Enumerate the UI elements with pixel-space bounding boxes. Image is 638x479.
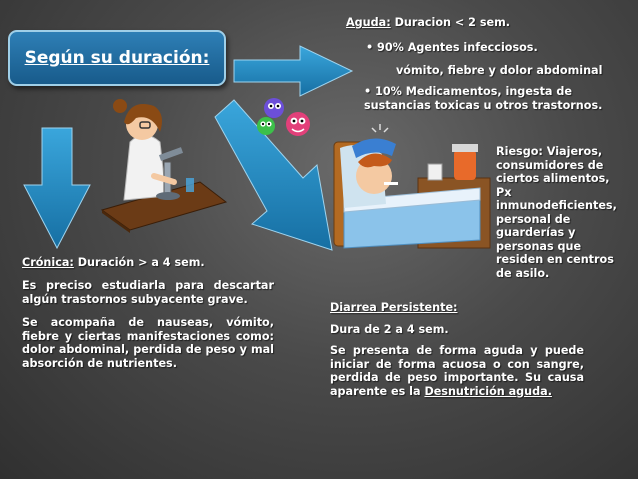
persistente-paragraph	[330, 344, 584, 398]
cronica-paragraph-2: Se acompaña de nauseas, vómito, fiebre y ciertas manifestaciones como: dolor abdominal, perdida de peso y mal absorción de nutrientes.	[22, 316, 274, 370]
aguda-duration: Duracion < 2 sem.	[390, 16, 510, 29]
microbes-illustration	[252, 96, 316, 142]
cronica-paragraph-1: Es preciso estudiarla para descartar algún trastornos subyacente grave.	[22, 279, 274, 306]
aguda-symptoms: vómito, fiebre y dolor abdominal	[396, 64, 603, 77]
microbe-icon	[264, 98, 284, 118]
desnutricion-link: Desnutrición aguda.	[424, 384, 552, 398]
persistente-duration: Dura de 2 a 4 sem.	[330, 323, 449, 336]
aguda-label: Aguda:	[346, 16, 391, 29]
risk-text: Riesgo: Viajeros, consumidores de ciertos alimentos, Px inmunodeficientes, personal de guarderías y personas que residen en centros de asilo.	[496, 145, 617, 280]
sick-patient-illustration	[330, 120, 496, 252]
scientist-illustration	[100, 92, 228, 232]
cronica-label: Crónica:	[22, 256, 74, 269]
arrow-down-icon	[24, 128, 90, 248]
cronica-heading	[22, 256, 276, 270]
arrow-right-icon	[234, 46, 352, 96]
page-title: Según su duración:	[24, 48, 210, 68]
cronica-duration: Duración > a 4 sem.	[73, 256, 205, 269]
aguda-bullet-2: • 10% Medicamentos, ingesta de sustancias toxicas u otros trastornos.	[364, 85, 603, 112]
aguda-bullet-1: • 90% Agentes infecciosos.	[366, 41, 538, 54]
persistente-label: Diarrea Persistente:	[330, 301, 458, 314]
aguda-heading	[346, 16, 636, 30]
persistente-text: Se presenta de forma aguda y puede iniciar de forma acuosa o con sangre, perdida de peso importante. Su causa aparente es la	[330, 344, 584, 398]
